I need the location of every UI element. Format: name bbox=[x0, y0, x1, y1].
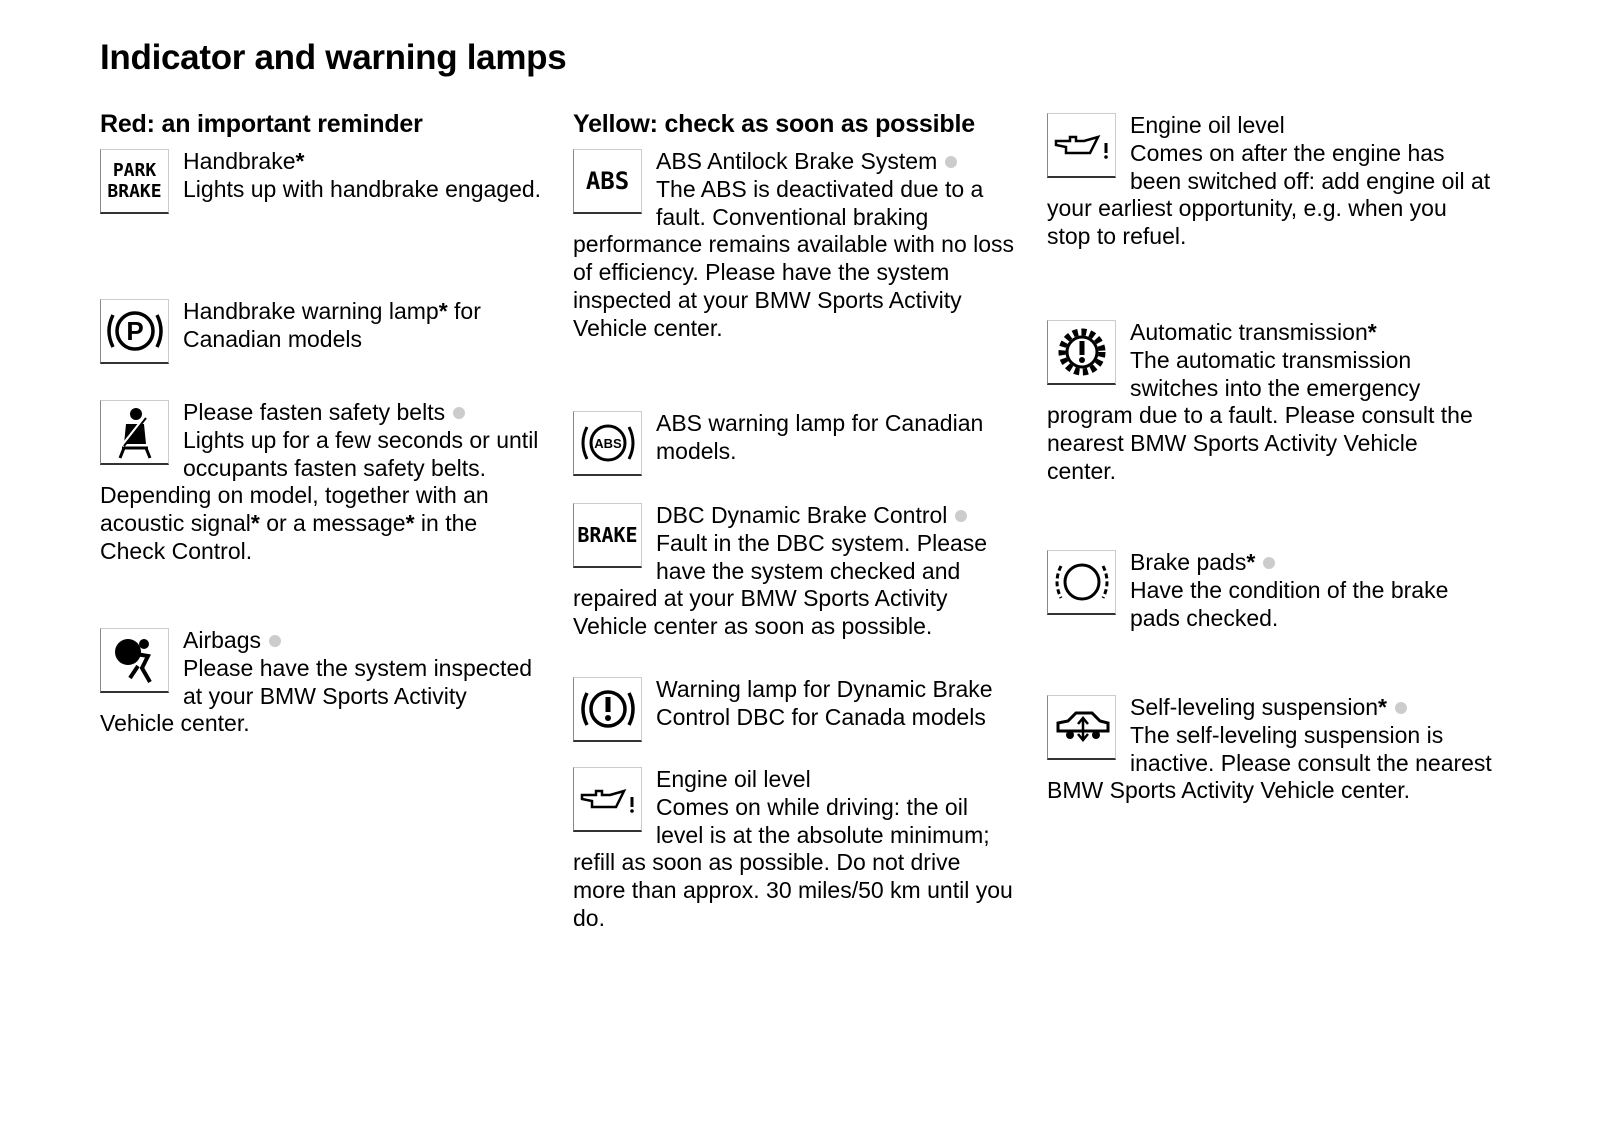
entry-title: ABS Antilock Brake System bbox=[656, 148, 938, 174]
entry-text: Lights up with handbrake engaged. bbox=[183, 175, 542, 202]
entry-text: Comes on after the engine has been switched off: add engine oil at your earliest opportunity, e.g. when you stop to refuel. bbox=[1047, 139, 1491, 250]
entry-text: Please have the system inspected at your BMW Sports Activity Vehicle center. bbox=[100, 654, 533, 737]
availability-dot bbox=[945, 156, 957, 168]
entry-transmission: Automatic transmission* The automatic transmission switches into the emergency program due to a fault. Please consult the nearest BMW Sports Activity Vehicle center. bbox=[1047, 319, 1473, 484]
availability-dot bbox=[453, 407, 465, 419]
entry-text: The automatic transmission switches into the emergency program due to a fault. Please consult the nearest BMW Sports Activity Vehicle center. bbox=[1047, 346, 1473, 484]
entry-oil-driving bbox=[573, 766, 1018, 933]
entry-handbrake: PARK BRAKE Handbrake* Lights up with handbrake engaged. bbox=[100, 148, 545, 216]
availability-dot bbox=[1395, 702, 1407, 714]
suspension-icon bbox=[1047, 695, 1116, 760]
entry-title: DBC Dynamic Brake Control bbox=[656, 502, 948, 528]
svg-text:ABS: ABS bbox=[593, 436, 622, 451]
oil-can-icon bbox=[573, 767, 642, 832]
entry-title: Airbags bbox=[183, 627, 261, 653]
entry-safety-belts bbox=[100, 399, 545, 566]
column-heading-yellow: Yellow: check as soon as possible bbox=[573, 110, 975, 138]
oil-can-icon bbox=[1047, 113, 1116, 178]
entry-title: Self-leveling suspension bbox=[1130, 694, 1379, 720]
entry-dbc-canada bbox=[573, 676, 1018, 744]
abs-icon: ABS bbox=[573, 149, 642, 214]
gear-warning-icon bbox=[1047, 320, 1116, 385]
entry-brake-pads: Brake pads* Have the condition of the brake pads checked. bbox=[1047, 549, 1492, 632]
park-brake-icon: PARK BRAKE bbox=[100, 149, 169, 214]
entry-title: Handbrake bbox=[183, 148, 296, 174]
seatbelt-icon bbox=[100, 400, 169, 465]
availability-dot bbox=[269, 635, 281, 647]
entry-handbrake-canada: P Handbrake warning lamp* for Canadian models bbox=[100, 298, 545, 366]
entry-text: The ABS is deactivated due to a fault. Conventional braking performance remains available with no loss of efficiency. Please have the system inspected at your BMW Sports Activity Vehicle center. bbox=[573, 175, 1015, 341]
page-title: Indicator and warning lamps bbox=[100, 38, 567, 77]
entry-title: Handbrake warning lamp bbox=[183, 298, 439, 324]
entry-dbc bbox=[573, 502, 1018, 641]
brake-icon: BRAKE bbox=[573, 503, 642, 568]
column-heading-red: Red: an important reminder bbox=[100, 110, 423, 138]
abs-circle-icon bbox=[573, 411, 642, 476]
entry-title: Engine oil level bbox=[656, 766, 811, 792]
entry-text: Fault in the DBC system. Please have the system checked and repaired at your BMW Sports Activity Vehicle center as soon as possible. bbox=[573, 529, 988, 640]
entry-text: Have the condition of the brake pads checked. bbox=[1130, 576, 1449, 631]
availability-dot bbox=[955, 510, 967, 522]
availability-dot bbox=[1263, 557, 1275, 569]
entry-abs-canada bbox=[573, 410, 1018, 478]
entry-title: Brake pads bbox=[1130, 549, 1247, 575]
brake-pads-icon bbox=[1047, 550, 1116, 615]
entry-title: ABS warning lamp for Canadian models. bbox=[656, 410, 984, 464]
entry-text: The self-leveling suspension is inactive. Please consult the nearest BMW Sports Activity Vehicle center. bbox=[1047, 721, 1492, 804]
dbc-warning-icon bbox=[573, 677, 642, 742]
entry-title: Please fasten safety belts bbox=[183, 399, 446, 425]
entry-text: Lights up for a few seconds or until occupants fasten safety belts. Depending on model, together with an acoustic signal* or a message* in the Check Control. bbox=[100, 426, 539, 564]
entry-abs bbox=[573, 148, 1018, 343]
svg-text:P: P bbox=[125, 316, 144, 346]
entry-title: Engine oil level bbox=[1130, 112, 1285, 138]
entry-title: Warning lamp for Dynamic Brake Control DBC for Canada models bbox=[656, 676, 993, 730]
airbag-icon bbox=[100, 628, 169, 693]
entry-oil-stopped bbox=[1047, 112, 1492, 251]
parking-brake-p-icon bbox=[100, 299, 169, 364]
entry-text: Comes on while driving: the oil level is at the absolute minimum; refill as soon as possible. Do not drive more than approx. 30 miles/50 km until you do. bbox=[573, 793, 1013, 931]
entry-title: Automatic transmission bbox=[1130, 319, 1368, 345]
entry-suspension: Self-leveling suspension* The self-leveling suspension is inactive. Please consult the nearest BMW Sports Activity Vehicle center. bbox=[1047, 694, 1492, 804]
entry-airbags bbox=[100, 627, 545, 738]
